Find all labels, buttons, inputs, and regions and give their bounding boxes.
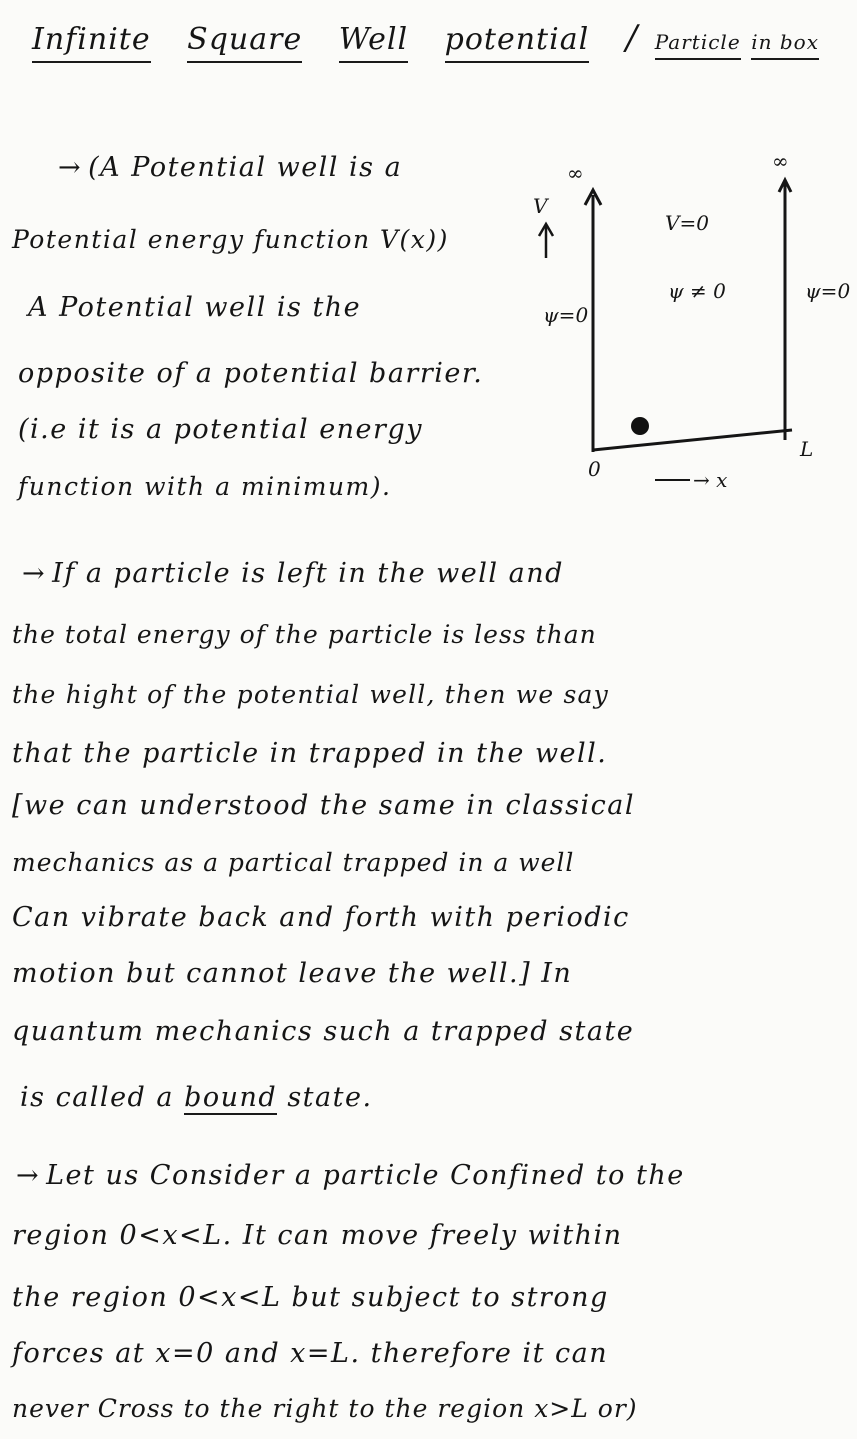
s2-line-7: Can vibrate back and forth with periodic [12,902,630,933]
s2-line-3: the hight of the potential well, then we say [12,680,609,709]
l-label: L [800,437,814,461]
s3-line-5: never Cross to the right to the region x>L or) [12,1394,638,1423]
s2-line-8: motion but cannot leave the well.] In [12,958,573,989]
s3-line-1 [16,1160,685,1191]
s1-line-3: A Potential well is the [28,292,362,323]
v-label: V [533,194,548,218]
title-word-potential: potential [445,22,590,63]
x-axis-label: → x [693,468,728,492]
s1-line-4: opposite of a potential barrier. [18,358,484,389]
s2-text-1: If a particle is left in the well and [52,558,564,589]
s2-text-10a: is called a [20,1082,175,1113]
title-slash: / [625,18,639,58]
s2-line-2: the total energy of the particle is less than [12,620,597,649]
s2-text-10c: state. [287,1082,373,1113]
s2-line-9: quantum mechanics such a trapped state [12,1016,635,1047]
psi-zero-left-label: ψ=0 [543,303,589,327]
title-word-square: Square [187,22,302,63]
title-word-in-box: in box [751,30,819,60]
title-word-well: Well [339,22,408,63]
s1-text-1: (A Potential well is a [88,152,403,183]
s1-line-5: (i.e it is a potential energy [18,414,423,445]
title-word-particle: Particle [655,30,741,60]
s2-line-10 [20,1082,373,1113]
infinity-right: ∞ [772,149,789,173]
title-word-infinite: Infinite [32,22,151,63]
psi-zero-right-label: ψ=0 [805,279,851,303]
infinity-left: ∞ [567,161,584,185]
s3-line-2: region 0<x<L. It can move freely within [12,1220,623,1251]
origin-label: 0 [588,457,601,481]
well-bottom [593,430,792,450]
s1-line-2: Potential energy function V(x)) [12,225,449,254]
bullet-arrow-3: → [16,1160,41,1191]
s3-line-4: forces at x=0 and x=L. therefore it can [12,1338,609,1369]
s2-line-4: that the particle in trapped in the well. [12,738,608,769]
s1-line-6: function with a minimum). [18,472,392,501]
bullet-arrow-2: → [22,558,47,589]
psi-nonzero-label: ψ ≠ 0 [668,279,726,303]
s3-line-3: the region 0<x<L but subject to strong [12,1282,609,1313]
v-zero-label: V=0 [665,211,709,235]
s2-line-1 [22,558,564,589]
s3-text-1: Let us Consider a particle Confined to the [46,1160,685,1191]
s1-line-1 [58,152,402,183]
s2-line-5: [we can understood the same in classical [12,790,636,821]
bound-word: bound [184,1082,278,1113]
bullet-arrow-1: → [58,152,83,183]
particle-dot [631,417,649,435]
s2-line-6: mechanics as a partical trapped in a well [12,848,575,877]
